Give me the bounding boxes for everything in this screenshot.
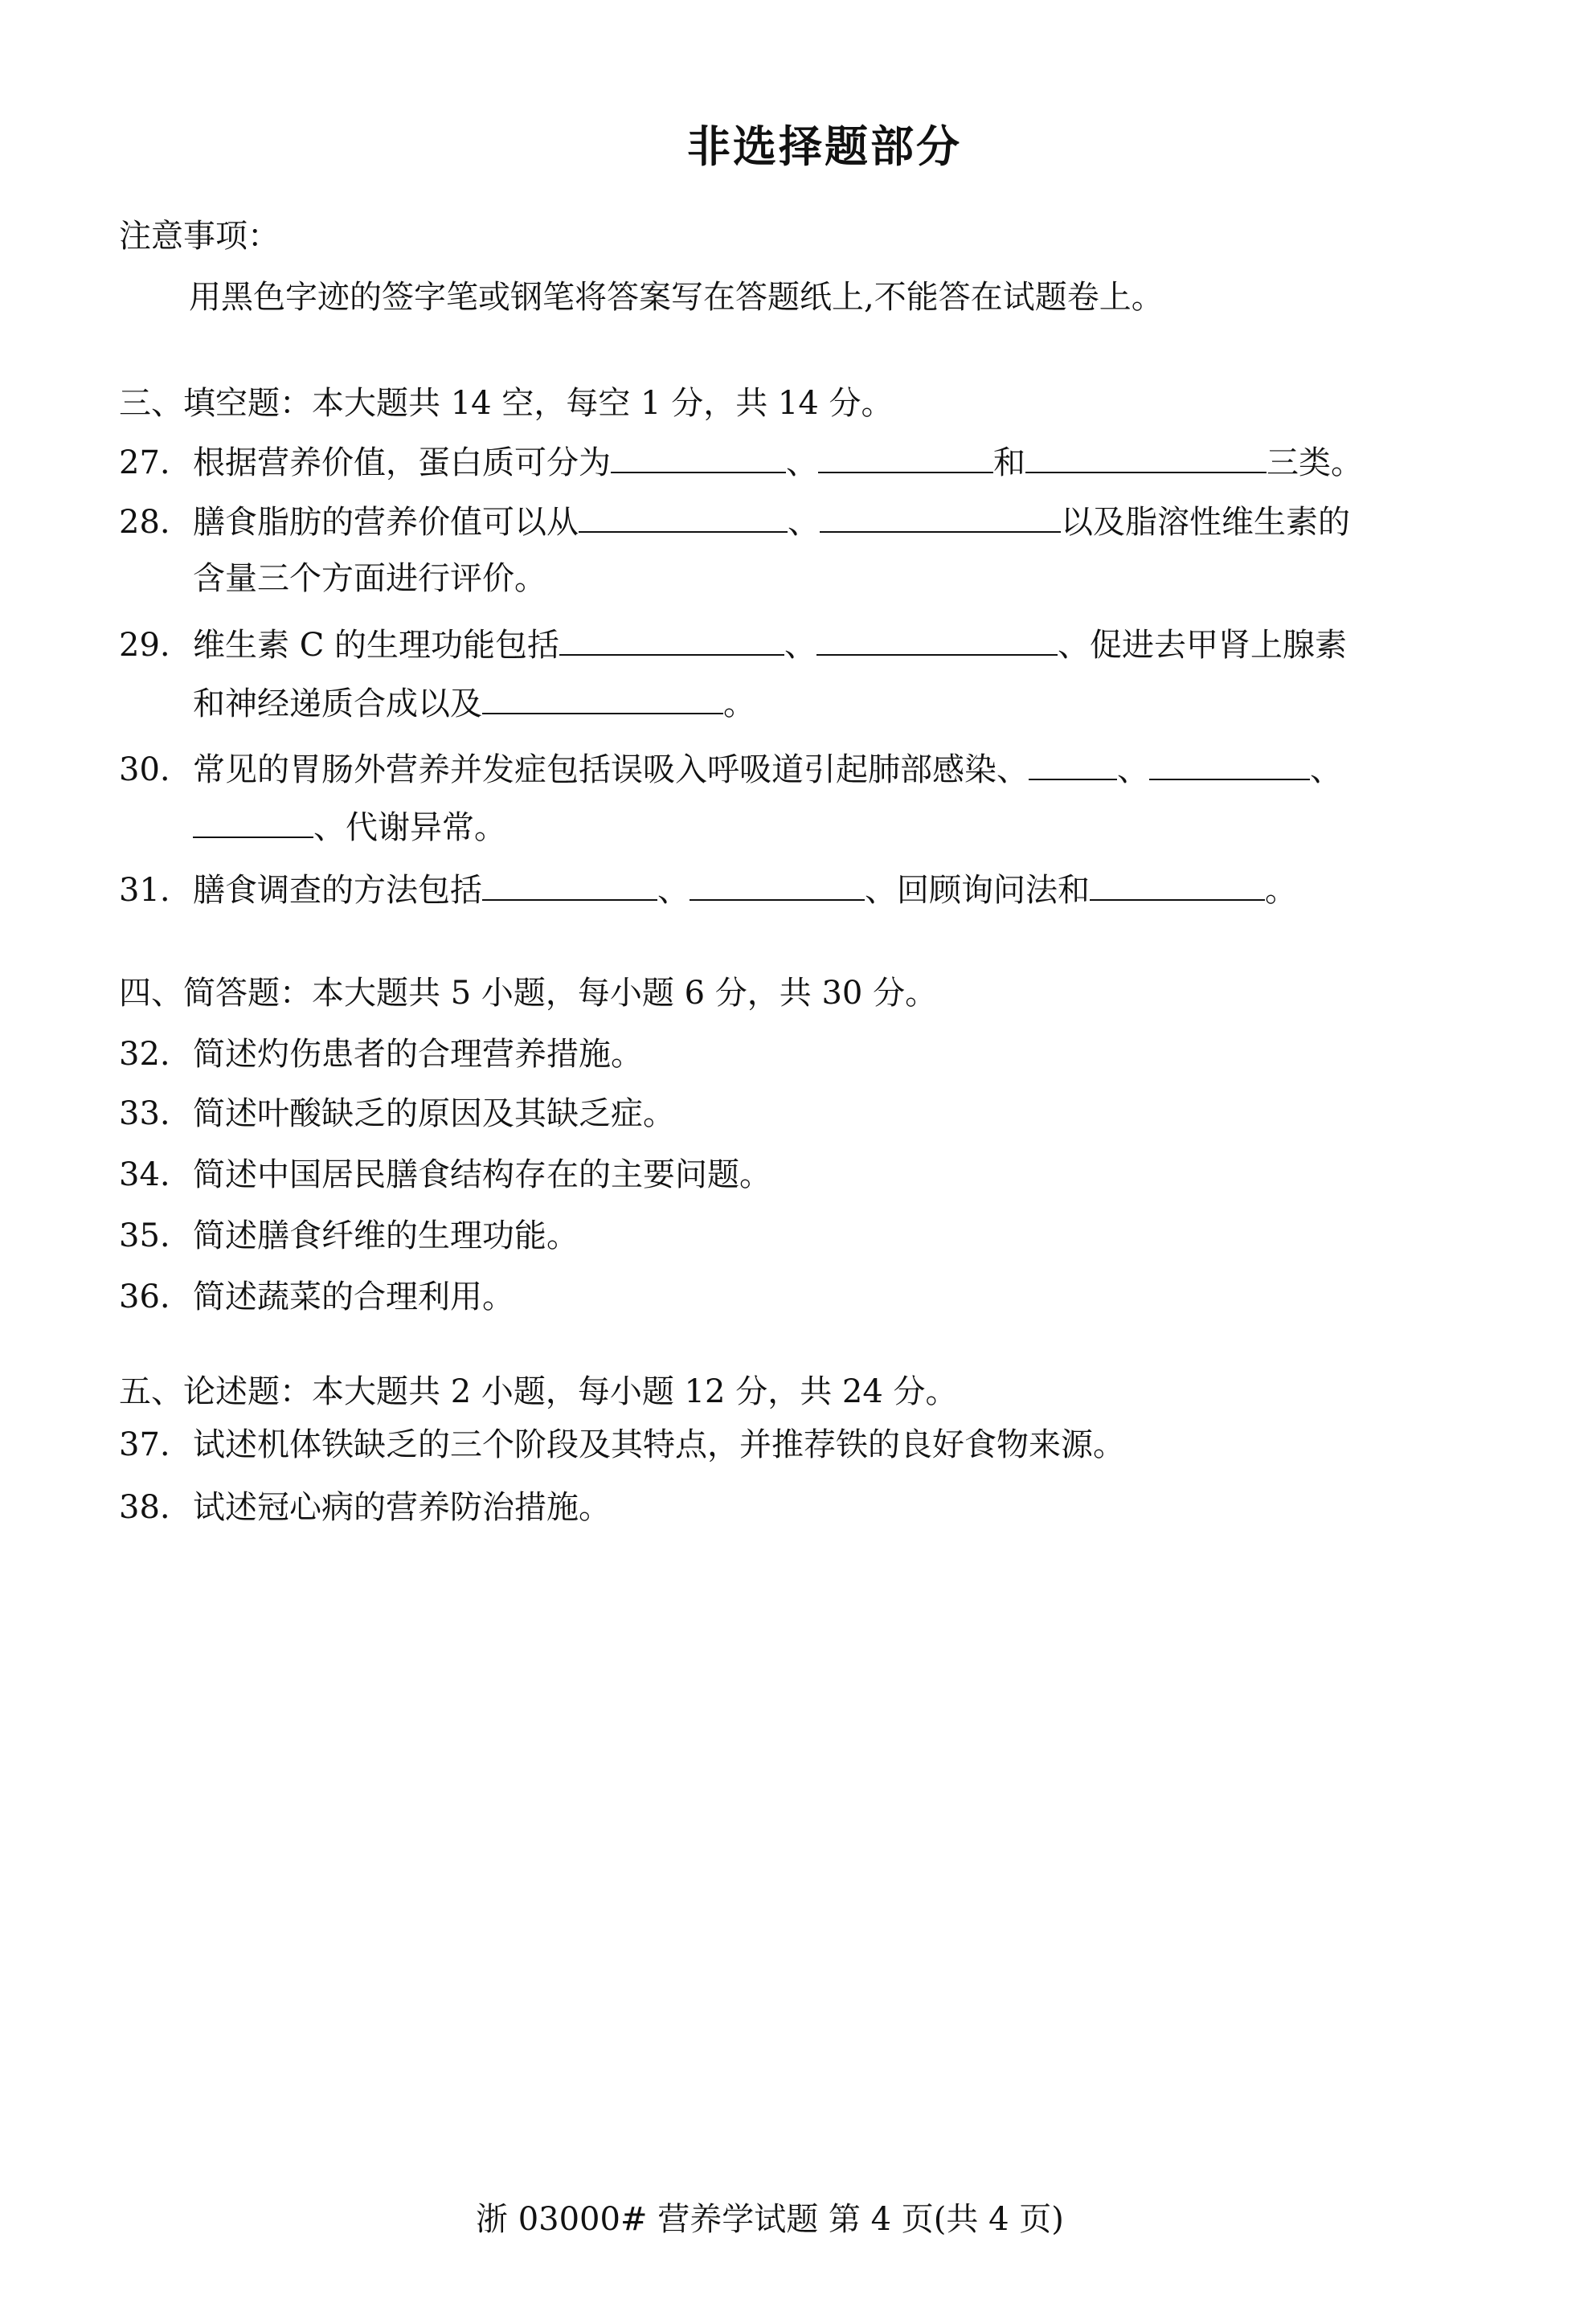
- answer-blank: [1025, 444, 1267, 473]
- answer-blank: [482, 872, 657, 901]
- question-text: 。: [723, 685, 755, 722]
- question-text: 简述膳食纤维的生理功能。: [193, 1217, 579, 1254]
- separator: 、: [788, 504, 820, 541]
- question-37: [119, 1424, 1125, 1466]
- question-28-line-2: 含量三个方面进行评价。: [193, 560, 546, 597]
- question-text: 、回顾询问法和: [865, 872, 1090, 909]
- question-text: 简述中国居民膳食结构存在的主要问题。: [193, 1156, 771, 1193]
- question-text: 常见的胃肠外营养并发症包括误吸入呼吸道引起肺部感染、: [193, 751, 1029, 788]
- question-number: 31.: [119, 872, 170, 909]
- question-number: 29.: [119, 627, 170, 664]
- separator: 、: [786, 444, 818, 481]
- answer-blank: [193, 809, 313, 838]
- question-number: 36.: [119, 1278, 170, 1315]
- answer-blank: [482, 685, 723, 714]
- answer-blank: [816, 627, 1058, 656]
- separator: 、: [1117, 751, 1149, 788]
- page-footer: 浙 03000# 营养学试题 第 4 页(共 4 页): [476, 2201, 1064, 2238]
- notice-label: 注意事项：: [119, 218, 280, 255]
- question-number: 28.: [119, 504, 170, 541]
- answer-blank: [818, 444, 993, 473]
- question-text: 简述叶酸缺乏的原因及其缺乏症。: [193, 1095, 675, 1132]
- question-text: 试述冠心病的营养防治措施。: [193, 1489, 611, 1526]
- answer-blank: [820, 504, 1061, 533]
- question-number: 38.: [119, 1489, 170, 1526]
- question-30: [119, 749, 1342, 791]
- question-text: 试述机体铁缺乏的三个阶段及其特点，并推荐铁的良好食物来源。: [193, 1426, 1125, 1463]
- answer-blank: [690, 872, 865, 901]
- answer-blank: [579, 504, 788, 533]
- question-29: [119, 624, 1347, 666]
- question-text: 膳食脂肪的营养价值可以从: [193, 504, 579, 541]
- question-33: [119, 1093, 675, 1135]
- question-text: 以及脂溶性维生素的: [1061, 504, 1350, 541]
- separator: 、: [784, 627, 817, 664]
- question-number: 33.: [119, 1095, 170, 1132]
- separator: 、: [657, 872, 690, 909]
- question-30-line-2: [193, 807, 506, 849]
- question-28: [119, 501, 1350, 543]
- question-text: 根据营养价值，蛋白质可分为: [193, 444, 611, 481]
- question-number: 32.: [119, 1036, 170, 1073]
- question-text: 三类。: [1267, 444, 1363, 481]
- answer-blank: [559, 627, 784, 656]
- answer-blank: [1149, 751, 1310, 780]
- question-text: 。: [1265, 872, 1297, 909]
- question-38: [119, 1487, 611, 1528]
- answer-blank: [611, 444, 786, 473]
- question-text: 简述灼伤患者的合理营养措施。: [193, 1036, 643, 1073]
- section-4-heading: 四、简答题：本大题共 5 小题，每小题 6 分，共 30 分。: [119, 975, 938, 1012]
- question-29-line-2: [193, 683, 755, 725]
- question-text: 膳食调查的方法包括: [193, 872, 482, 909]
- question-number: 27.: [119, 444, 170, 481]
- question-text: 和神经递质合成以及: [193, 685, 482, 722]
- question-27: [119, 442, 1363, 484]
- question-text: 维生素 C 的生理功能包括: [193, 627, 560, 664]
- notice-text: 用黑色字迹的签字笔或钢笔将答案写在答题纸上,不能答在试题卷上。: [189, 279, 1164, 316]
- section-3-heading: 三、填空题：本大题共 14 空，每空 1 分，共 14 分。: [119, 385, 894, 422]
- question-number: 34.: [119, 1156, 170, 1193]
- question-35: [119, 1215, 579, 1257]
- answer-blank: [1090, 872, 1265, 901]
- page-title: 非选择题部分: [687, 121, 962, 172]
- question-text: 和: [993, 444, 1025, 481]
- section-5-heading: 五、论述题：本大题共 2 小题，每小题 12 分，共 24 分。: [119, 1373, 958, 1410]
- question-31: [119, 869, 1297, 911]
- question-36: [119, 1276, 514, 1318]
- question-text: 、代谢异常。: [313, 809, 506, 846]
- separator: 、: [1310, 751, 1342, 788]
- question-32: [119, 1033, 643, 1075]
- question-34: [119, 1154, 771, 1196]
- question-number: 30.: [119, 751, 170, 788]
- question-text: 、促进去甲肾上腺素: [1058, 627, 1348, 664]
- question-text: 简述蔬菜的合理利用。: [193, 1278, 514, 1315]
- question-number: 35.: [119, 1217, 170, 1254]
- question-number: 37.: [119, 1426, 170, 1463]
- answer-blank: [1029, 751, 1117, 780]
